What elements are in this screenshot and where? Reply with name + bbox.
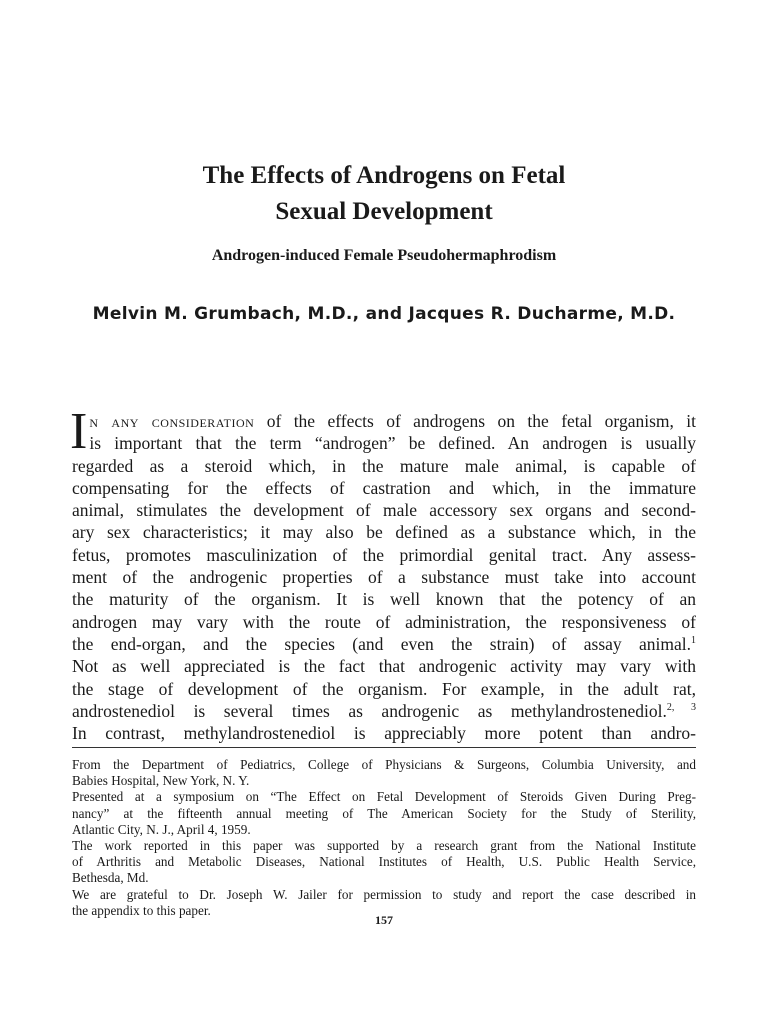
body-line: ment of the androgenic properties of a substance must take into account [72, 567, 696, 588]
body-line: the stage of development of the organism. For example, in the adult rat, [72, 678, 696, 699]
body-line: animal, stimulates the development of male accessory sex organs and second- [72, 500, 696, 521]
drop-cap: I [70, 403, 88, 460]
page-number: 157 [375, 913, 393, 927]
body-line: androstenediol is several times as androgenic as methylandrostenediol.$^{2, 3}$ [72, 700, 696, 721]
body-line: compensating for the effects of castration and which, in the immature [72, 477, 696, 498]
body-line: androgen may vary with the route of administration, the responsiveness of [72, 611, 696, 632]
article-title [0, 158, 768, 230]
title-line-1: The Effects of Androgens on Fetal [202, 162, 566, 189]
reference-superscript: 1 [691, 635, 696, 647]
reference-superscript: 2, 3 [666, 702, 696, 714]
body-line: n any consideration of the effects of androgens on the fetal organism, it [89, 411, 696, 431]
body-line: fetus, promotes masculinization of the primordial genital tract. Any assess- [72, 544, 696, 565]
body-line: In contrast, methylandrostenediol is appreciably more potent than andro- [72, 723, 696, 744]
footnote-affiliation: From the Department of Pediatrics, College of Physicians & Surgeons, Columbia University, and Babies Hospital, New York, N. Y. [72, 757, 696, 789]
body-paragraph [70, 403, 696, 744]
footnote-acknowledgment: We are grateful to Dr. Joseph W. Jailer for permission to study and report the case described in the appendix to this paper. [72, 886, 696, 918]
author-line: Melvin M. Grumbach, M.D., and Jacques R. Ducharme, M.D. [92, 304, 676, 324]
body-line: Not as well appreciated is the fact that androgenic activity may vary with [72, 656, 696, 677]
footnote-presentation: Presented at a symposium on “The Effect on Fetal Development of Steroids Given During Preg- nancy” at the fifteenth annual meeting of The American Society for the Study of Sterility, Atlantic City, N. J., April 4, 1959. [72, 789, 696, 837]
small-caps-lead: n any consideration [89, 411, 255, 431]
footnotes [72, 757, 696, 919]
article-subtitle: Androgen-induced Female Pseudohermaphrodism [211, 247, 557, 264]
body-line: is important that the term “androgen” be defined. An androgen is usually [89, 433, 696, 454]
body-line: the maturity of the organism. It is well known that the potency of an [72, 589, 696, 610]
body-line: the end-organ, and the species (and even the strain) of assay animal.$^1$ [72, 633, 696, 654]
footnote-rule [72, 747, 696, 748]
footnote-funding: The work reported in this paper was supported by a research grant from the National Institute of Arthritis and Metabolic Diseases, National Institutes of Health, U.S. Public Health Service, Bethesda, Md. [72, 837, 696, 886]
body-line: ary sex characteristics; it may also be defined as a substance which, in the [72, 522, 696, 543]
title-line-2: Sexual Development [275, 198, 493, 225]
body-line: regarded as a steroid which, in the mature male animal, is capable of [72, 455, 696, 476]
